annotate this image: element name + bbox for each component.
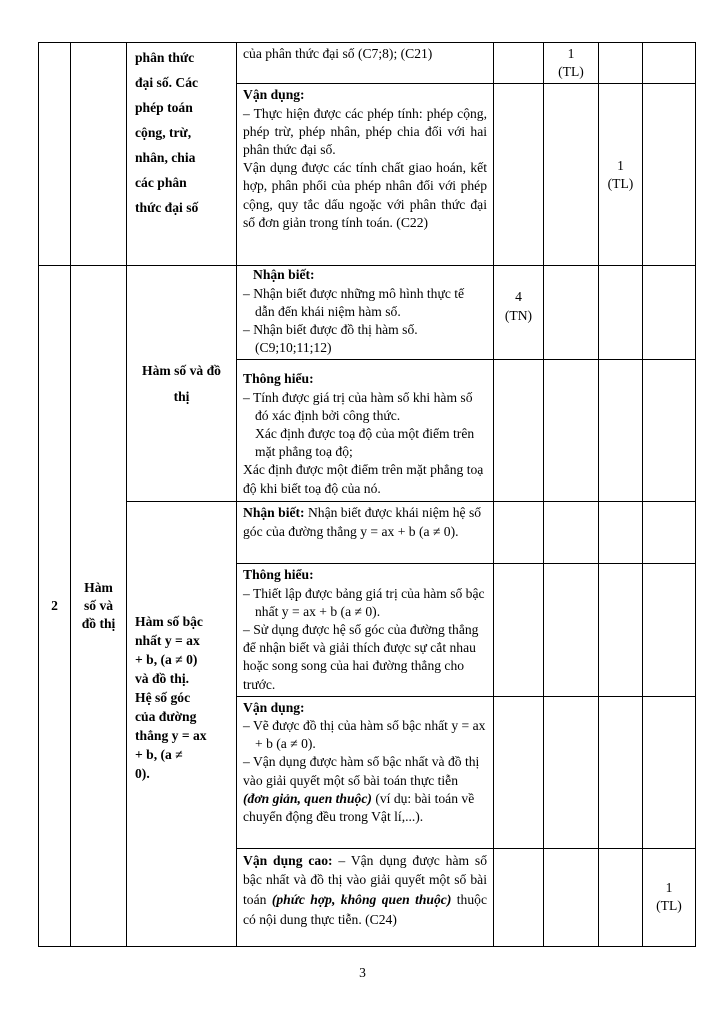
requirement-text: – Thực hiện được các phép tính: phép cộng, phép trừ, phép nhân, phép chia đối với hai phân thức đại số. <box>243 105 487 158</box>
topic-fraction-operations <box>127 43 237 266</box>
count-nb <box>494 696 544 848</box>
level-label: Vận dụng cao: <box>243 852 333 868</box>
count-vd <box>599 43 643 84</box>
requirement-text: – Sử dụng được hệ số góc của đường thẳng để nhận biết và giải thích được sự cắt nhau hoặc song song của hai đường thẳng cho trước. <box>243 622 479 692</box>
topic-line: phân thức <box>135 50 195 65</box>
count-th <box>544 848 599 946</box>
count-nb <box>494 564 544 696</box>
count-th <box>544 360 599 502</box>
requirement-vandung-fractions <box>237 84 494 266</box>
requirement-text: Nhận biết được khái niệm hệ số góc của đường thẳng y = ax + b (a ≠ 0). <box>243 505 482 539</box>
requirement-text: – Thiết lập được bảng giá trị của hàm số bậc nhất y = ax + b (a ≠ 0). <box>243 585 485 619</box>
chapter-number-text: 2 <box>51 598 58 614</box>
count-nb <box>494 43 544 84</box>
count-type: (TL) <box>607 175 634 191</box>
topic-line: 0). <box>135 766 150 782</box>
chapter-name-line: Hàm <box>84 579 113 595</box>
topic-line: + b, (a ≠ 0) <box>135 652 198 668</box>
requirement-text: – Vẽ được đồ thị của hàm số bậc nhất y = ax + b (a ≠ 0). <box>243 718 486 752</box>
count-vdc <box>643 502 696 564</box>
requirement-text: – Vận dụng được hàm số bậc nhất và đồ thị vào giải quyết một số bài toán <box>243 852 488 908</box>
requirement-thonghieu-linear <box>237 564 494 696</box>
count-th <box>544 266 599 360</box>
level-label: Vận dụng: <box>243 87 305 103</box>
chapter-name-line: số và <box>83 598 114 614</box>
count-value: 1 <box>617 157 624 173</box>
requirement-vandung-linear <box>237 696 494 848</box>
topic-line: + b, (a ≠ <box>135 747 183 763</box>
requirement-text: – Tính được giá trị của hàm số khi hàm số đó xác định bởi công thức. <box>243 389 473 423</box>
requirement-vandungcao-linear <box>237 848 494 946</box>
count-type: (TN) <box>504 307 533 323</box>
requirement-text: – Vận dụng được hàm số bậc nhất và đồ thị vào giải quyết một số bài toán thực tiễn <box>243 754 480 788</box>
requirement-text: của phân thức đại số (C7;8); (C21) <box>243 46 433 61</box>
count-vd <box>599 848 643 946</box>
count-nb <box>494 84 544 266</box>
topic-line: nhất y = ax <box>135 633 200 649</box>
requirement-prev <box>237 43 494 84</box>
requirement-text: Xác định được một điểm trên mặt phẳng toạ độ khi biết toạ độ của nó. <box>243 462 484 496</box>
count-value: 1 <box>567 46 575 61</box>
level-label: Thông hiểu: <box>243 371 314 387</box>
topic-line: nhân, chia <box>135 150 196 165</box>
requirement-text: (ví dụ: bài toán về chuyển động đều trong Vật lí,...). <box>243 790 475 825</box>
count-type: (TL) <box>656 898 682 914</box>
requirement-nhanbiet-function <box>237 266 494 360</box>
topic-line: phép toán <box>135 100 193 115</box>
count-vdc <box>643 43 696 84</box>
topic-line: và đồ thị. <box>135 671 190 687</box>
topic-line: thức đại số <box>135 200 199 215</box>
count-vd <box>599 696 643 848</box>
level-label: Nhận biết: <box>253 267 315 283</box>
requirement-nhanbiet-linear <box>237 502 494 564</box>
cell-empty-number <box>39 43 71 266</box>
count-vdc <box>643 84 696 266</box>
count-th <box>544 502 599 564</box>
count-vdc <box>643 360 696 502</box>
count-th <box>544 84 599 266</box>
count-vd <box>599 266 643 360</box>
cell-empty-chapter <box>71 43 127 266</box>
topic-line: của đường <box>135 709 197 725</box>
count-th <box>544 43 599 84</box>
count-vdc <box>643 696 696 848</box>
count-vd <box>599 360 643 502</box>
count-nb <box>494 360 544 502</box>
count-value: 4 <box>515 289 522 305</box>
topic-line: các phân <box>135 175 187 190</box>
count-vdc <box>643 266 696 360</box>
count-th <box>544 564 599 696</box>
requirement-emphasis: (phức hợp, không quen thuộc) <box>271 892 452 908</box>
count-th <box>544 696 599 848</box>
count-nb <box>494 502 544 564</box>
topic-line: Hàm số bậc <box>135 614 203 630</box>
count-nb <box>494 848 544 946</box>
topic-line: thẳng y = ax <box>135 728 207 744</box>
requirement-text: – Nhận biết được những mô hình thực tế dẫn đến khái niệm hàm số. <box>243 285 465 319</box>
level-label: Nhận biết: <box>243 505 305 521</box>
chapter-number <box>39 266 71 946</box>
chapter-name <box>71 266 127 946</box>
topic-line: cộng, trừ, <box>135 125 192 140</box>
topic-line: Hàm số và đồ <box>142 362 221 378</box>
requirement-text: Xác định được toạ độ của một điểm trên mặt phẳng toạ độ; <box>255 426 475 460</box>
requirement-thonghieu-function <box>237 360 494 502</box>
count-vd <box>599 564 643 696</box>
count-type: (TL) <box>558 64 584 80</box>
count-value: 1 <box>665 880 673 896</box>
chapter-name-line: đồ thị <box>81 616 116 632</box>
matrix-table <box>38 42 696 947</box>
requirement-text: – Nhận biết được đồ thị hàm số. (C9;10;11;12) <box>243 322 418 356</box>
requirement-emphasis: (đơn giản, quen thuộc) <box>243 790 372 806</box>
count-vdc <box>643 848 696 946</box>
topic-line: thị <box>173 388 190 404</box>
count-vd <box>599 502 643 564</box>
topic-linear-function <box>127 502 237 946</box>
requirement-text: thuộc có nội dung thực tiễn. (C24) <box>243 892 487 927</box>
level-label: Thông hiểu: <box>243 567 314 583</box>
count-nb <box>494 266 544 360</box>
topic-line: Hệ số góc <box>135 690 191 706</box>
level-label: Vận dụng: <box>243 699 305 715</box>
topic-function-graph <box>127 266 237 502</box>
count-vdc <box>643 564 696 696</box>
requirement-text: Vận dụng được các tính chất giao hoán, kết hợp, phân phối của phép nhân đối với phép cộng, quy tắc dấu ngoặc với phân thức đại số đơn giản trong tính toán. (C22) <box>243 160 487 230</box>
topic-line: đại số. Các <box>135 75 199 90</box>
page-number: 3 <box>359 965 366 980</box>
count-vd <box>599 84 643 266</box>
